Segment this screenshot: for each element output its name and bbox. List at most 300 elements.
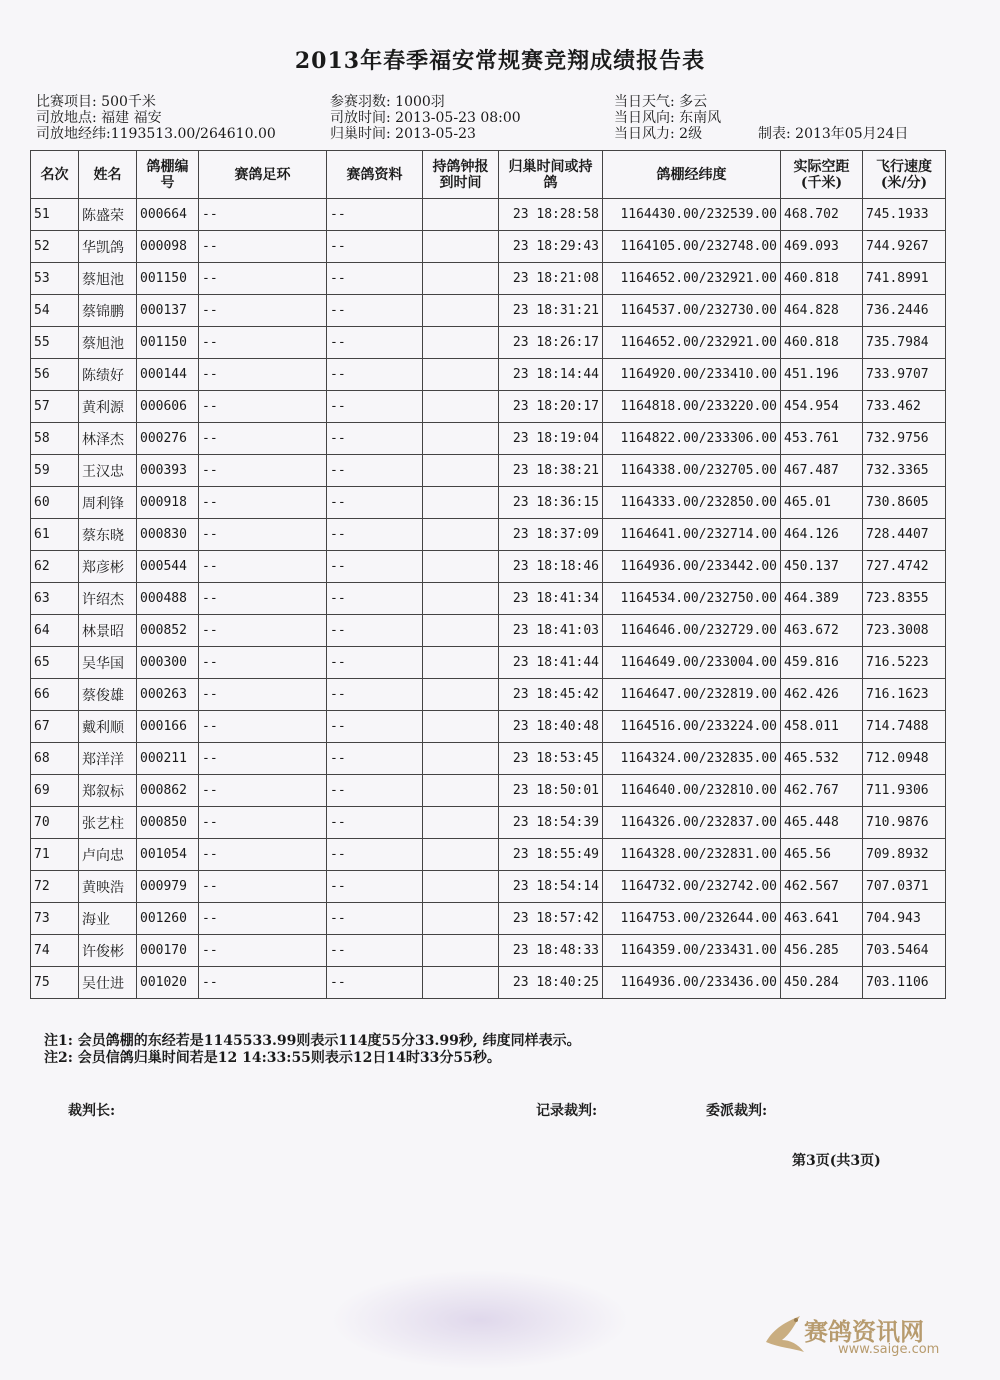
page-title: 2013年春季福安常规赛竞翔成绩报告表 — [294, 48, 706, 74]
cell-name: 蔡东晓 — [79, 519, 137, 551]
entries-count: 参赛羽数: 1000羽 — [330, 94, 445, 110]
cell-clock — [423, 295, 499, 327]
cell-arrival: 23 18:54:14 — [499, 871, 603, 903]
cell-rank: 65 — [31, 647, 79, 679]
cell-clock — [423, 327, 499, 359]
cell-clock — [423, 647, 499, 679]
header-distance: 实际空距(千米) — [781, 151, 863, 199]
cell-info: -- — [327, 359, 423, 391]
cell-speed: 714.7488 — [863, 711, 946, 743]
cell-clock — [423, 391, 499, 423]
notes — [44, 1033, 581, 1067]
cell-speed: 703.1106 — [863, 967, 946, 999]
cell-coords: 1164647.00/232819.00 — [603, 679, 781, 711]
chief-referee-label: 裁判长: — [68, 1103, 116, 1119]
cell-coords: 1164753.00/232644.00 — [603, 903, 781, 935]
cell-clock — [423, 487, 499, 519]
cell-clock — [423, 871, 499, 903]
table-row — [31, 487, 946, 519]
pigeon-icon — [760, 1308, 808, 1358]
table-body — [31, 199, 946, 999]
table-row — [31, 839, 946, 871]
cell-loft-no: 001054 — [137, 839, 199, 871]
cell-speed: 723.3008 — [863, 615, 946, 647]
table-row — [31, 263, 946, 295]
cell-distance: 464.126 — [781, 519, 863, 551]
cell-info: -- — [327, 871, 423, 903]
cell-speed: 727.4742 — [863, 551, 946, 583]
cell-coords: 1164818.00/233220.00 — [603, 391, 781, 423]
cell-ring: -- — [199, 519, 327, 551]
cell-clock — [423, 679, 499, 711]
cell-speed: 704.943 — [863, 903, 946, 935]
cell-distance: 464.828 — [781, 295, 863, 327]
cell-rank: 70 — [31, 807, 79, 839]
cell-speed: 732.3365 — [863, 455, 946, 487]
cell-clock — [423, 231, 499, 263]
watermark-text: 赛鸽资讯网 — [804, 1318, 924, 1346]
cell-speed: 745.1933 — [863, 199, 946, 231]
cell-ring: -- — [199, 615, 327, 647]
cell-coords: 1164936.00/233436.00 — [603, 967, 781, 999]
return-time: 归巢时间: 2013-05-23 — [330, 126, 476, 142]
cell-loft-no: 000830 — [137, 519, 199, 551]
cell-distance: 450.137 — [781, 551, 863, 583]
race-item: 比赛项目: 500千米 — [36, 94, 156, 110]
cell-arrival: 23 18:45:42 — [499, 679, 603, 711]
cell-ring: -- — [199, 423, 327, 455]
cell-info: -- — [327, 583, 423, 615]
table-row — [31, 551, 946, 583]
cell-name: 许绍杰 — [79, 583, 137, 615]
cell-rank: 53 — [31, 263, 79, 295]
cell-rank: 68 — [31, 743, 79, 775]
cell-ring: -- — [199, 327, 327, 359]
cell-speed: 733.462 — [863, 391, 946, 423]
cell-loft-no: 000488 — [137, 583, 199, 615]
table-row — [31, 455, 946, 487]
cell-arrival: 23 18:36:15 — [499, 487, 603, 519]
cell-info: -- — [327, 263, 423, 295]
recorder-referee-label: 记录裁判: — [536, 1103, 598, 1119]
cell-info: -- — [327, 295, 423, 327]
cell-rank: 61 — [31, 519, 79, 551]
cell-info: -- — [327, 199, 423, 231]
cell-loft-no: 000137 — [137, 295, 199, 327]
cell-ring: -- — [199, 231, 327, 263]
table-row — [31, 743, 946, 775]
made-date: 制表: 2013年05月24日 — [758, 126, 909, 142]
cell-clock — [423, 199, 499, 231]
cell-name: 蔡锦鹏 — [79, 295, 137, 327]
cell-name: 郑彦彬 — [79, 551, 137, 583]
cell-info: -- — [327, 519, 423, 551]
weather: 当日天气: 多云 — [614, 94, 708, 110]
cell-arrival: 23 18:21:08 — [499, 263, 603, 295]
wind-force: 当日风力: 2级 — [614, 126, 703, 142]
cell-coords: 1164649.00/233004.00 — [603, 647, 781, 679]
cell-info: -- — [327, 743, 423, 775]
cell-distance: 460.818 — [781, 327, 863, 359]
cell-clock — [423, 583, 499, 615]
cell-loft-no: 000144 — [137, 359, 199, 391]
cell-arrival: 23 18:40:25 — [499, 967, 603, 999]
cell-loft-no: 001020 — [137, 967, 199, 999]
cell-name: 林泽杰 — [79, 423, 137, 455]
cell-distance: 451.196 — [781, 359, 863, 391]
cell-clock — [423, 935, 499, 967]
cell-name: 周利锋 — [79, 487, 137, 519]
cell-clock — [423, 455, 499, 487]
cell-loft-no: 000300 — [137, 647, 199, 679]
table-row — [31, 615, 946, 647]
cell-distance: 463.641 — [781, 903, 863, 935]
cell-ring: -- — [199, 711, 327, 743]
table-row — [31, 583, 946, 615]
watermark-logo — [760, 1308, 970, 1368]
cell-name: 林景昭 — [79, 615, 137, 647]
cell-coords: 1164328.00/232831.00 — [603, 839, 781, 871]
cell-speed: 710.9876 — [863, 807, 946, 839]
cell-distance: 462.567 — [781, 871, 863, 903]
cell-coords: 1164326.00/232837.00 — [603, 807, 781, 839]
cell-speed: 716.5223 — [863, 647, 946, 679]
cell-info: -- — [327, 551, 423, 583]
cell-ring: -- — [199, 487, 327, 519]
cell-distance: 460.818 — [781, 263, 863, 295]
cell-ring: -- — [199, 583, 327, 615]
cell-coords: 1164640.00/232810.00 — [603, 775, 781, 807]
table-row — [31, 519, 946, 551]
cell-distance: 458.011 — [781, 711, 863, 743]
cell-rank: 64 — [31, 615, 79, 647]
cell-ring: -- — [199, 871, 327, 903]
cell-rank: 62 — [31, 551, 79, 583]
cell-ring: -- — [199, 807, 327, 839]
cell-arrival: 23 18:41:03 — [499, 615, 603, 647]
cell-arrival: 23 18:28:58 — [499, 199, 603, 231]
header-rank: 名次 — [31, 151, 79, 199]
cell-ring: -- — [199, 839, 327, 871]
cell-speed: 712.0948 — [863, 743, 946, 775]
table-row — [31, 647, 946, 679]
cell-speed: 741.8991 — [863, 263, 946, 295]
cell-speed: 744.9267 — [863, 231, 946, 263]
header-info: 赛鸽资料 — [327, 151, 423, 199]
cell-info: -- — [327, 231, 423, 263]
note-1: 注1: 会员鸽棚的东经若是1145533.99则表示114度55分33.99秒, 纬度同样表示。 — [44, 1033, 581, 1049]
cell-loft-no: 001150 — [137, 263, 199, 295]
cell-loft-no: 000918 — [137, 487, 199, 519]
cell-rank: 57 — [31, 391, 79, 423]
table-row — [31, 359, 946, 391]
cell-arrival: 23 18:14:44 — [499, 359, 603, 391]
cell-distance: 465.01 — [781, 487, 863, 519]
cell-coords: 1164359.00/233431.00 — [603, 935, 781, 967]
cell-arrival: 23 18:48:33 — [499, 935, 603, 967]
cell-arrival: 23 18:37:09 — [499, 519, 603, 551]
cell-info: -- — [327, 679, 423, 711]
cell-speed: 733.9707 — [863, 359, 946, 391]
cell-distance: 450.284 — [781, 967, 863, 999]
cell-ring: -- — [199, 935, 327, 967]
cell-loft-no: 000544 — [137, 551, 199, 583]
cell-ring: -- — [199, 775, 327, 807]
cell-rank: 51 — [31, 199, 79, 231]
table-row — [31, 391, 946, 423]
cell-name: 吴华国 — [79, 647, 137, 679]
cell-ring: -- — [199, 359, 327, 391]
cell-name: 郑洋洋 — [79, 743, 137, 775]
cell-ring: -- — [199, 263, 327, 295]
cell-clock — [423, 903, 499, 935]
cell-name: 卢向忠 — [79, 839, 137, 871]
cell-loft-no: 000170 — [137, 935, 199, 967]
cell-arrival: 23 18:20:17 — [499, 391, 603, 423]
header-ring: 赛鸽足环 — [199, 151, 327, 199]
cell-clock — [423, 775, 499, 807]
cell-distance: 467.487 — [781, 455, 863, 487]
cell-coords: 1164652.00/232921.00 — [603, 327, 781, 359]
cell-coords: 1164936.00/233442.00 — [603, 551, 781, 583]
header-arrival: 归巢时间或持鸽 — [499, 151, 603, 199]
table-row — [31, 295, 946, 327]
cell-clock — [423, 519, 499, 551]
header-speed: 飞行速度(米/分) — [863, 151, 946, 199]
results-table — [30, 150, 946, 999]
table-row — [31, 775, 946, 807]
cell-name: 黄利源 — [79, 391, 137, 423]
cell-coords: 1164920.00/233410.00 — [603, 359, 781, 391]
cell-info: -- — [327, 967, 423, 999]
cell-name: 王汉忠 — [79, 455, 137, 487]
cell-distance: 469.093 — [781, 231, 863, 263]
cell-name: 蔡旭池 — [79, 327, 137, 359]
cell-rank: 75 — [31, 967, 79, 999]
cell-loft-no: 001260 — [137, 903, 199, 935]
table-row — [31, 679, 946, 711]
cell-rank: 71 — [31, 839, 79, 871]
cell-info: -- — [327, 903, 423, 935]
cell-info: -- — [327, 455, 423, 487]
cell-info: -- — [327, 775, 423, 807]
cell-ring: -- — [199, 647, 327, 679]
cell-coords: 1164641.00/232714.00 — [603, 519, 781, 551]
cell-rank: 73 — [31, 903, 79, 935]
cell-rank: 55 — [31, 327, 79, 359]
release-coords: 司放地经纬:1193513.00/264610.00 — [36, 126, 276, 142]
cell-info: -- — [327, 935, 423, 967]
cell-name: 许俊彬 — [79, 935, 137, 967]
cell-speed: 703.5464 — [863, 935, 946, 967]
cell-loft-no: 000211 — [137, 743, 199, 775]
cell-speed: 732.9756 — [863, 423, 946, 455]
cell-rank: 74 — [31, 935, 79, 967]
cell-arrival: 23 18:53:45 — [499, 743, 603, 775]
cell-clock — [423, 263, 499, 295]
cell-distance: 453.761 — [781, 423, 863, 455]
cell-clock — [423, 615, 499, 647]
delegate-referee-label: 委派裁判: — [706, 1103, 768, 1119]
cell-info: -- — [327, 327, 423, 359]
cell-arrival: 23 18:40:48 — [499, 711, 603, 743]
cell-name: 黄映浩 — [79, 871, 137, 903]
cell-loft-no: 000979 — [137, 871, 199, 903]
cell-ring: -- — [199, 391, 327, 423]
cell-clock — [423, 839, 499, 871]
cell-distance: 468.702 — [781, 199, 863, 231]
cell-distance: 462.426 — [781, 679, 863, 711]
cell-info: -- — [327, 647, 423, 679]
cell-speed: 730.8605 — [863, 487, 946, 519]
cell-arrival: 23 18:41:44 — [499, 647, 603, 679]
cell-info: -- — [327, 807, 423, 839]
cell-arrival: 23 18:31:21 — [499, 295, 603, 327]
cell-rank: 54 — [31, 295, 79, 327]
cell-ring: -- — [199, 743, 327, 775]
table-row — [31, 807, 946, 839]
header-clock: 持鸽钟报到时间 — [423, 151, 499, 199]
cell-coords: 1164732.00/232742.00 — [603, 871, 781, 903]
cell-name: 陈绩好 — [79, 359, 137, 391]
cell-coords: 1164537.00/232730.00 — [603, 295, 781, 327]
cell-loft-no: 000263 — [137, 679, 199, 711]
cell-loft-no: 000393 — [137, 455, 199, 487]
cell-rank: 72 — [31, 871, 79, 903]
table-header-row — [31, 151, 946, 199]
cell-info: -- — [327, 615, 423, 647]
cell-clock — [423, 807, 499, 839]
cell-distance: 459.816 — [781, 647, 863, 679]
cell-info: -- — [327, 423, 423, 455]
cell-rank: 52 — [31, 231, 79, 263]
table-row — [31, 231, 946, 263]
cell-distance: 454.954 — [781, 391, 863, 423]
cell-clock — [423, 423, 499, 455]
cell-coords: 1164430.00/232539.00 — [603, 199, 781, 231]
cell-name: 张艺柱 — [79, 807, 137, 839]
cell-info: -- — [327, 711, 423, 743]
cell-info: -- — [327, 391, 423, 423]
cell-arrival: 23 18:41:34 — [499, 583, 603, 615]
cell-clock — [423, 359, 499, 391]
header-coords: 鸽棚经纬度 — [603, 151, 781, 199]
cell-ring: -- — [199, 679, 327, 711]
cell-speed: 736.2446 — [863, 295, 946, 327]
cell-distance: 465.56 — [781, 839, 863, 871]
cell-coords: 1164338.00/232705.00 — [603, 455, 781, 487]
table-row — [31, 199, 946, 231]
cell-speed: 711.9306 — [863, 775, 946, 807]
cell-loft-no: 000664 — [137, 199, 199, 231]
cell-coords: 1164646.00/232729.00 — [603, 615, 781, 647]
page-number: 第3页(共3页) — [792, 1153, 881, 1169]
table-row — [31, 967, 946, 999]
cell-name: 戴利顺 — [79, 711, 137, 743]
cell-distance: 463.672 — [781, 615, 863, 647]
cell-rank: 63 — [31, 583, 79, 615]
cell-name: 海业 — [79, 903, 137, 935]
paper-smudge — [330, 1270, 630, 1370]
cell-rank: 66 — [31, 679, 79, 711]
cell-coords: 1164516.00/233224.00 — [603, 711, 781, 743]
cell-speed: 723.8355 — [863, 583, 946, 615]
cell-arrival: 23 18:18:46 — [499, 551, 603, 583]
cell-ring: -- — [199, 455, 327, 487]
cell-info: -- — [327, 839, 423, 871]
cell-ring: -- — [199, 295, 327, 327]
cell-rank: 69 — [31, 775, 79, 807]
cell-loft-no: 000862 — [137, 775, 199, 807]
cell-rank: 56 — [31, 359, 79, 391]
cell-loft-no: 000850 — [137, 807, 199, 839]
cell-ring: -- — [199, 199, 327, 231]
table-row — [31, 711, 946, 743]
cell-name: 吴仕进 — [79, 967, 137, 999]
cell-name: 华凯鸽 — [79, 231, 137, 263]
cell-coords: 1164534.00/232750.00 — [603, 583, 781, 615]
cell-distance: 465.532 — [781, 743, 863, 775]
cell-rank: 58 — [31, 423, 79, 455]
cell-info: -- — [327, 487, 423, 519]
cell-loft-no: 000276 — [137, 423, 199, 455]
note-2: 注2: 会员信鸽归巢时间若是12 14:33:55则表示12日14时33分55秒。 — [44, 1050, 501, 1066]
cell-distance: 462.767 — [781, 775, 863, 807]
header-loft-no: 鸽棚编号 — [137, 151, 199, 199]
cell-arrival: 23 18:38:21 — [499, 455, 603, 487]
cell-speed: 735.7984 — [863, 327, 946, 359]
cell-arrival: 23 18:19:04 — [499, 423, 603, 455]
cell-loft-no: 001150 — [137, 327, 199, 359]
cell-arrival: 23 18:57:42 — [499, 903, 603, 935]
cell-clock — [423, 743, 499, 775]
cell-arrival: 23 18:54:39 — [499, 807, 603, 839]
release-place: 司放地点: 福建 福安 — [36, 110, 162, 126]
release-time: 司放时间: 2013-05-23 08:00 — [330, 110, 521, 126]
table-row — [31, 423, 946, 455]
cell-loft-no: 000606 — [137, 391, 199, 423]
table-row — [31, 903, 946, 935]
table-row — [31, 327, 946, 359]
table-row — [31, 871, 946, 903]
cell-name: 蔡旭池 — [79, 263, 137, 295]
cell-ring: -- — [199, 551, 327, 583]
cell-rank: 67 — [31, 711, 79, 743]
cell-ring: -- — [199, 903, 327, 935]
cell-distance: 456.285 — [781, 935, 863, 967]
cell-speed: 707.0371 — [863, 871, 946, 903]
cell-name: 郑叙标 — [79, 775, 137, 807]
cell-loft-no: 000852 — [137, 615, 199, 647]
cell-name: 陈盛荣 — [79, 199, 137, 231]
race-meta — [36, 94, 966, 144]
cell-coords: 1164324.00/232835.00 — [603, 743, 781, 775]
cell-arrival: 23 18:26:17 — [499, 327, 603, 359]
cell-arrival: 23 18:29:43 — [499, 231, 603, 263]
cell-distance: 465.448 — [781, 807, 863, 839]
cell-rank: 60 — [31, 487, 79, 519]
cell-distance: 464.389 — [781, 583, 863, 615]
header-name: 姓名 — [79, 151, 137, 199]
cell-coords: 1164822.00/233306.00 — [603, 423, 781, 455]
cell-coords: 1164333.00/232850.00 — [603, 487, 781, 519]
wind-direction: 当日风向: 东南风 — [614, 110, 722, 126]
cell-loft-no: 000166 — [137, 711, 199, 743]
cell-speed: 709.8932 — [863, 839, 946, 871]
cell-ring: -- — [199, 967, 327, 999]
cell-rank: 59 — [31, 455, 79, 487]
cell-speed: 728.4407 — [863, 519, 946, 551]
